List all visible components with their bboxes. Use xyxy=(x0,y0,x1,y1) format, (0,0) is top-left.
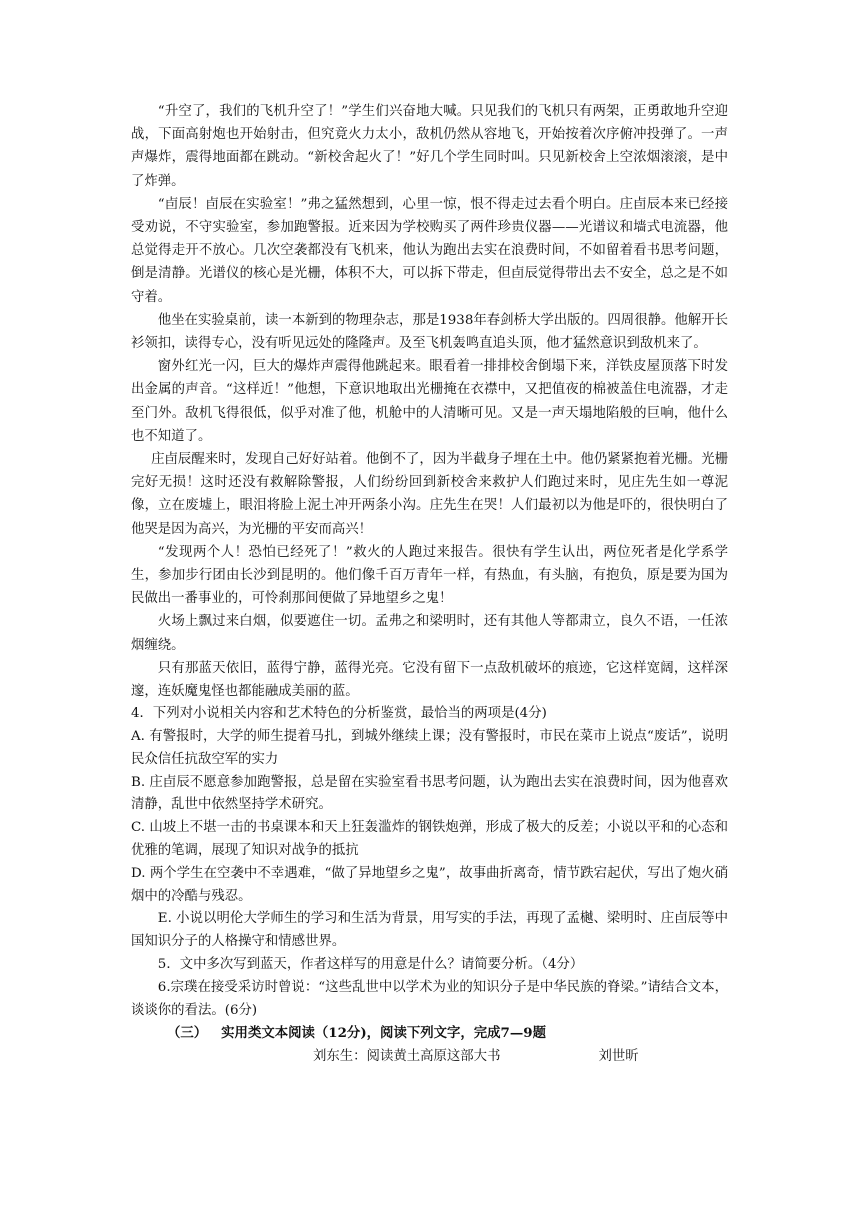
article-title-line xyxy=(131,1045,728,1068)
story-paragraph-3: 他坐在实验桌前，读一本新到的物理杂志，那是1938年春剑桥大学出版的。四周很静。他解开长衫领扣，读得专心，没有听见远处的隆隆声。及至飞机轰鸣直追头顶，他才猛然意识到敌机来了。 xyxy=(131,312,728,352)
question-4-stem: 4．下列对小说相关内容和艺术特色的分析鉴赏，最恰当的两项是(4分) xyxy=(131,706,547,722)
story-paragraph-5: 庄卣辰醒来时，发现自己好好站着。他倒不了，因为半截身子埋在土中。他仍紧紧抱着光栅。光栅完好无损！这时还没有救解除警报，人们纷纷回到新校舍来救护人们跑过来时，见庄先生如一尊泥像，立在废墟上，眼泪将脸上泥土冲开两条小沟。庄先生在哭！人们最初以为他是吓的，很快明白了他哭是因为高兴，为光栅的平安而高兴！ xyxy=(131,452,728,537)
question-4-option-e: E. 小说以明伦大学师生的学习和生活为背景，用写实的手法，再现了孟樾、梁明时、庄卣辰等中国知识分子的人格操守和情感世界。 xyxy=(131,911,728,950)
question-4-option-c: C. 山坡上不堪一击的书桌课本和天上狂轰滥炸的钢铁炮弹，形成了极大的反差；小说以平和的心态和优雅的笔调，展现了知识对战争的抵抗 xyxy=(131,820,728,859)
question-4-option-b: B. 庄卣辰不愿意参加跑警报，总是留在实验室看书思考问题，认为跑出去实在浪费时间，因为他喜欢清静，乱世中依然坚持学术研究。 xyxy=(131,774,728,813)
story-paragraph-4: 窗外红光一闪，巨大的爆炸声震得他跳起来。眼看着一排排校舍倒塌下来，洋铁皮屋顶落下时发出金属的声音。“这样近！”他想，下意识地取出光栅掩在衣襟中，又把值夜的棉被盖住电流器，才走至门外。敌机飞得很低，似乎对准了他，机舱中的人清晰可见。又是一声天塌地陷般的巨响，他什么也不知道了。 xyxy=(131,359,728,444)
story-paragraph-6: “发现两个人！恐怕已经死了！”救火的人跑过来报告。很快有学生认出，两位死者是化学系学生，参加步行团由长沙到昆明的。他们像千百万青年一样，有热血，有头脑，有抱负，原是要为国为民做出一番事业的，可怜刹那间便做了异地望乡之鬼！ xyxy=(131,544,728,607)
question-6: 6.宗璞在接受采访时曾说：“这些乱世中以学术为业的知识分子是中华民族的脊梁。”请结合文本，谈谈你的看法。(6分) xyxy=(131,979,728,1018)
story-text xyxy=(131,100,728,703)
article-author: 刘世昕 xyxy=(598,1049,639,1065)
question-4-option-a: A. 有警报时，大学的师生提着马扎，到城外继续上课；没有警报时，市民在菜市上说点“废话”，说明民众信任抗敌空军的实力 xyxy=(131,729,728,767)
story-paragraph-8: 只有那蓝天依旧，蓝得宁静，蓝得光亮。它没有留下一点敌机破坏的痕迹，它这样宽阔，这样深邃，连妖魔鬼怪也都能融成美丽的蓝。 xyxy=(131,660,728,700)
story-paragraph-7: 火场上飘过来白烟，似要遮住一切。孟弗之和梁明时，还有其他人等都肃立，良久不语，一任浓烟缠绕。 xyxy=(131,614,728,653)
question-5: 5．文中多次写到蓝天，作者这样写的用意是什么？请简要分析。（4分） xyxy=(157,957,584,973)
article-title: 刘东生：阅读黄土高原这部大书 xyxy=(313,1049,501,1065)
question-4-option-d: D. 两个学生在空袭中不幸遇难，“做了异地望乡之鬼”，故事曲折离奇，情节跌宕起伏，写出了炮火硝烟中的冷酷与残忍。 xyxy=(131,865,728,904)
story-paragraph-1: “升空了，我们的飞机升空了！”学生们兴奋地大喊。只见我们的飞机只有两架，正勇敢地升空迎战，下面高射炮也开始射击，但究竟火力太小，敌机仍然从容地飞，开始按着次序俯冲投弹了。一声声爆炸，震得地面都在跳动。“新校舍起火了！”好几个学生同时叫。只见新校舍上空浓烟滚滚，是中了炸弹。 xyxy=(131,104,728,189)
section-3-title: 实用类文本阅读（12分)，阅读下列文字，完成7—9题 xyxy=(221,1025,546,1042)
question-4 xyxy=(131,703,728,1022)
section-3-heading xyxy=(131,1022,728,1045)
section-3-number: （三） xyxy=(167,1025,208,1042)
document-body xyxy=(131,100,728,1068)
story-paragraph-2: “卣辰！卣辰在实验室！”弗之猛然想到，心里一惊，恨不得走过去看个明白。庄卣辰本来已经接受劝说，不守实验室，参加跑警报。近来因为学校购买了两件珍贵仪器——光谱议和墙式电流器，他总觉得走开不放心。几次空袭都没有飞机来，他认为跑出去实在浪费时间，不如留着看书思考问题，倒是清静。光谱仪的核心是光栅，体积不大，可以拆下带走，但卣辰觉得带出去不安全，总之是不如守着。 xyxy=(131,196,728,305)
